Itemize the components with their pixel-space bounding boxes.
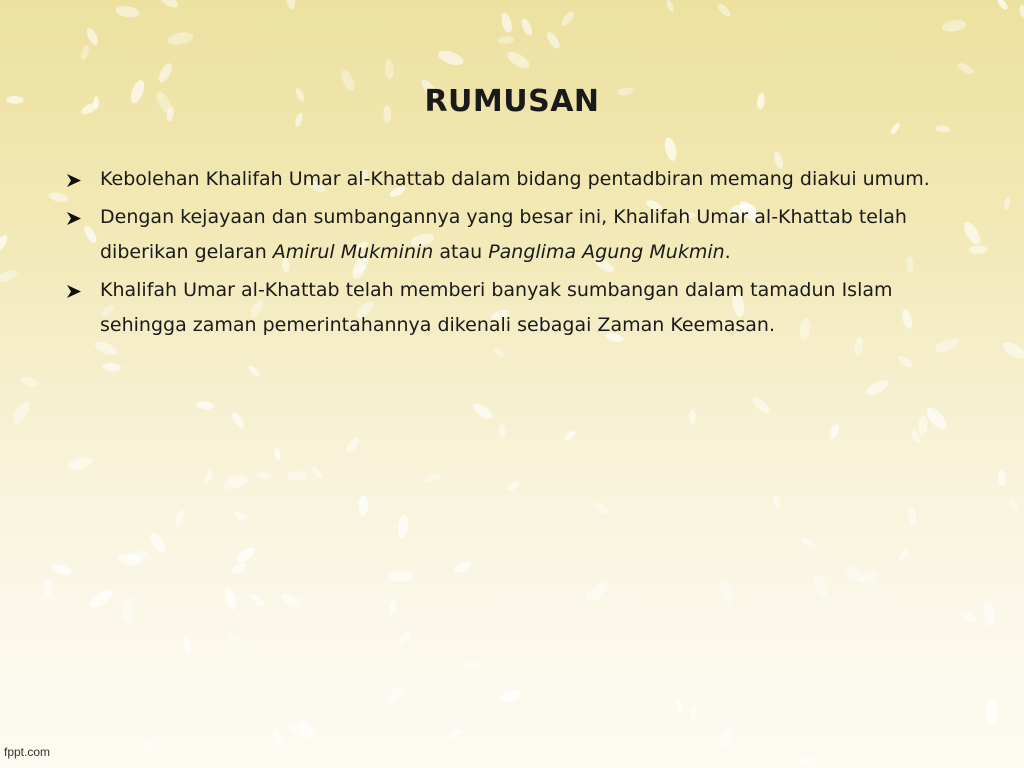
leaf-shape: [436, 48, 465, 68]
leaf-shape: [1003, 196, 1012, 210]
text-run: atau: [433, 241, 489, 263]
leaf-shape: [562, 429, 577, 443]
leaf-shape: [121, 596, 135, 622]
leaf-shape: [982, 600, 997, 627]
leaf-shape: [544, 30, 562, 51]
leaf-shape: [689, 409, 696, 425]
leaf-shape: [229, 561, 247, 577]
leaf-shape: [166, 30, 194, 46]
leaf-shape: [247, 364, 261, 378]
leaf-shape: [279, 590, 303, 609]
leaf-shape: [233, 510, 249, 522]
leaf-shape: [387, 599, 398, 615]
leaf-shape: [156, 61, 174, 84]
leaf-shape: [908, 507, 917, 525]
leaf-shape: [157, 0, 180, 10]
watermark-text: fppt.com: [4, 745, 51, 759]
leaf-shape: [384, 684, 407, 707]
bullet-item: [66, 162, 966, 198]
leaf-shape: [497, 36, 514, 45]
text-run: Kebolehan Khalifah Umar al-Khattab dalam bidang pentadbiran memang diakui umum.: [100, 168, 930, 190]
leaf-shape: [344, 436, 361, 454]
leaf-shape: [471, 401, 495, 422]
leaf-shape: [384, 59, 394, 80]
leaf-shape: [499, 688, 523, 703]
leaf-shape: [969, 245, 988, 254]
leaf-shape: [85, 26, 100, 46]
leaf-shape: [19, 375, 40, 389]
bullet-text: [100, 279, 893, 337]
leaf-shape: [665, 0, 675, 13]
arrow-bullet-icon: [66, 211, 82, 226]
italic-term: Panglima Agung Mukmin: [488, 241, 725, 263]
leaf-shape: [397, 515, 410, 539]
arrow-bullet-icon: [66, 173, 82, 188]
leaf-shape: [590, 498, 611, 516]
leaf-shape: [10, 399, 33, 425]
leaf-shape: [1019, 4, 1024, 18]
leaf-shape: [52, 562, 73, 576]
leaf-shape: [897, 354, 914, 369]
leaf-shape: [717, 580, 735, 605]
leaf-shape: [67, 454, 94, 472]
leaf-shape: [941, 19, 967, 34]
leaf-shape: [675, 698, 684, 713]
leaf-shape: [79, 44, 90, 61]
leaf-shape: [285, 0, 296, 10]
leaf-shape: [0, 233, 9, 252]
leaf-shape: [102, 362, 121, 371]
leaf-shape: [689, 706, 696, 721]
text-run: Dengan kejayaan dan sumbangannya yang besar ini, Khalifah Umar al-Khattab telah diberikan gelaran: [100, 205, 907, 263]
leaf-shape: [773, 494, 782, 509]
leaf-shape: [182, 636, 194, 654]
leaf-shape: [230, 411, 246, 430]
leaf-shape: [998, 470, 1006, 487]
leaf-shape: [234, 544, 257, 565]
leaf-shape: [499, 423, 506, 437]
leaf-shape: [88, 586, 116, 610]
text-run: Khalifah Umar al-Khattab telah memberi banyak sumbangan dalam tamadun Islam sehingga zaman pemerintahannya dikenali sebagai Zaman Keemasan.: [100, 278, 893, 336]
leaf-shape: [389, 571, 413, 582]
leaf-shape: [492, 346, 505, 359]
leaf-shape: [897, 547, 910, 561]
leaf-shape: [453, 560, 472, 574]
leaf-shape: [423, 472, 441, 484]
leaf-shape: [286, 470, 307, 480]
leaf-shape: [716, 727, 735, 750]
leaf-shape: [203, 468, 214, 484]
leaf-shape: [255, 471, 271, 480]
leaf-shape: [583, 579, 611, 605]
leaf-shape: [918, 415, 929, 436]
leaf-shape: [227, 633, 243, 643]
leaf-shape: [43, 579, 53, 599]
leaf-shape: [828, 422, 841, 440]
leaf-shape: [811, 573, 830, 599]
leaf-shape: [1001, 339, 1024, 362]
leaf-shape: [505, 49, 532, 72]
leaf-shape: [996, 0, 1010, 11]
bullet-text: [100, 168, 930, 190]
leaf-shape: [270, 727, 286, 748]
slide-title: RUMUSAN: [424, 84, 600, 119]
leaf-shape: [519, 17, 534, 37]
leaf-shape: [956, 61, 975, 76]
leaf-shape: [249, 592, 266, 608]
leaf-shape: [935, 125, 951, 133]
bullet-text: [100, 206, 907, 264]
leaf-shape: [174, 508, 186, 526]
bullet-item: [66, 200, 966, 271]
leaf-shape: [358, 495, 368, 516]
leaf-shape: [398, 629, 412, 645]
leaf-shape: [222, 587, 238, 612]
italic-term: Amirul Mukminin: [272, 241, 434, 263]
leaf-shape: [799, 757, 814, 766]
leaf-shape: [986, 699, 998, 724]
leaf-shape: [196, 400, 214, 410]
leaf-shape: [923, 405, 950, 433]
leaf-shape: [750, 395, 771, 415]
leaf-shape: [0, 268, 19, 284]
leaf-shape: [115, 5, 140, 19]
leaf-shape: [800, 536, 818, 551]
leaf-shape: [143, 739, 155, 754]
leaf-shape: [1008, 498, 1020, 514]
leaf-shape: [864, 377, 890, 398]
leaf-shape: [663, 136, 679, 162]
leaf-shape: [716, 2, 733, 18]
leaf-shape: [499, 11, 514, 33]
leaf-shape: [222, 473, 250, 492]
leaf-shape: [310, 466, 324, 480]
bullet-item: [66, 273, 966, 344]
bullet-list: [66, 162, 966, 346]
leaf-shape: [559, 9, 576, 27]
leaf-shape: [464, 662, 478, 669]
leaf-shape: [890, 122, 902, 136]
text-run: .: [724, 241, 731, 263]
leaf-shape: [505, 479, 521, 492]
leaf-shape: [959, 608, 979, 625]
leaf-shape: [274, 447, 281, 460]
leaf-shape: [447, 727, 464, 740]
arrow-bullet-icon: [66, 284, 82, 299]
leaf-shape: [148, 531, 169, 556]
